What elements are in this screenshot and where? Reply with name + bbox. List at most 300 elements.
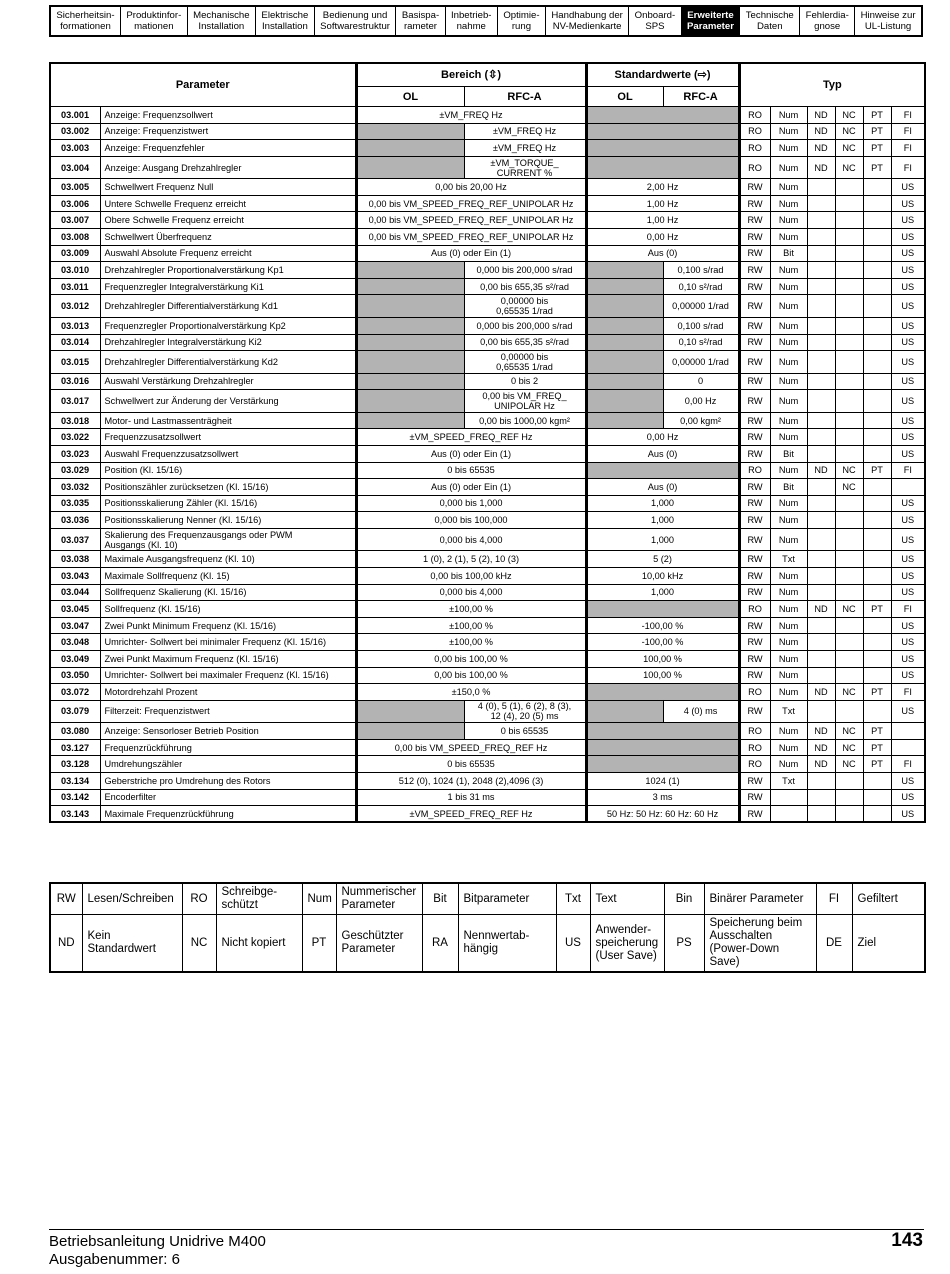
param-id: 03.049 — [50, 650, 100, 667]
param-id: 03.008 — [50, 229, 100, 246]
range-ol-na — [356, 140, 464, 157]
default-na — [586, 739, 739, 756]
table-row — [50, 412, 925, 429]
param-type-flag — [835, 512, 863, 529]
param-type-flag — [863, 195, 891, 212]
param-type-flag: RW — [739, 317, 770, 334]
param-type-flag: RW — [739, 773, 770, 790]
param-type-flag — [807, 334, 835, 351]
table-row — [50, 789, 925, 806]
table-row — [50, 462, 925, 479]
param-id: 03.010 — [50, 262, 100, 279]
parameter-table — [49, 62, 926, 823]
param-type-flag: PT — [863, 123, 891, 140]
param-type-flag: ND — [807, 156, 835, 179]
param-type-flag: US — [891, 567, 925, 584]
param-type-flag — [835, 317, 863, 334]
chapter-tab[interactable]: Fehlerdia- gnose — [800, 7, 855, 35]
param-type-flag — [835, 262, 863, 279]
param-type-flag — [863, 373, 891, 390]
param-range: 0,000 bis 100,000 — [356, 512, 586, 529]
param-type-flag: Num — [770, 634, 807, 651]
param-type-flag: RO — [739, 156, 770, 179]
param-type-flag — [835, 429, 863, 446]
param-type-flag: RW — [739, 667, 770, 684]
param-name: Anzeige: Frequenzfehler — [100, 140, 356, 157]
range-ol-na — [356, 723, 464, 740]
param-name: Frequenzregler Proportionalverstärkung Kp2 — [100, 317, 356, 334]
table-row — [50, 351, 925, 374]
param-type-flag — [835, 179, 863, 196]
table-row — [50, 212, 925, 229]
param-type-flag — [807, 773, 835, 790]
param-type-flag: RW — [739, 295, 770, 318]
param-type-flag — [863, 634, 891, 651]
range-ol-na — [356, 123, 464, 140]
param-id: 03.134 — [50, 773, 100, 790]
param-name: Anzeige: Ausgang Drehzahlregler — [100, 156, 356, 179]
table-row — [50, 278, 925, 295]
param-id: 03.032 — [50, 479, 100, 496]
param-range-rfc: 0,00000 bis 0,65535 1/rad — [464, 351, 586, 374]
param-type-flag — [835, 245, 863, 262]
param-type-flag: ND — [807, 739, 835, 756]
param-type-flag: PT — [863, 601, 891, 618]
param-type-flag — [863, 700, 891, 723]
param-type-flag — [807, 551, 835, 568]
param-id: 03.002 — [50, 123, 100, 140]
param-type-flag: US — [891, 445, 925, 462]
param-type-flag — [891, 739, 925, 756]
default-na — [586, 140, 739, 157]
param-type-flag: RO — [739, 739, 770, 756]
param-type-flag: Num — [770, 334, 807, 351]
param-id: 03.005 — [50, 179, 100, 196]
param-type-flag — [835, 528, 863, 551]
param-name: Drehzahlregler Proportionalverstärkung Kp1 — [100, 262, 356, 279]
param-type-flag — [807, 445, 835, 462]
param-name: Frequenzzusatzsollwert — [100, 429, 356, 446]
param-name: Umrichter- Sollwert bei maximaler Frequenz (Kl. 15/16) — [100, 667, 356, 684]
table-row — [50, 739, 925, 756]
param-default-rfc: 0,00000 1/rad — [663, 351, 739, 374]
legend-description: Kein Standardwert — [82, 915, 182, 973]
param-type-flag: FI — [891, 684, 925, 701]
param-type-flag: US — [891, 212, 925, 229]
legend-abbreviation: Bit — [422, 883, 458, 915]
param-type-flag: RW — [739, 650, 770, 667]
param-type-flag: PT — [863, 756, 891, 773]
param-type-flag — [863, 229, 891, 246]
param-id: 03.127 — [50, 739, 100, 756]
param-type-flag — [807, 295, 835, 318]
param-default-rfc: 0,10 s²/rad — [663, 334, 739, 351]
param-type-flag: RW — [739, 229, 770, 246]
param-type-flag: RW — [739, 351, 770, 374]
param-name: Schwellwert Überfrequenz — [100, 229, 356, 246]
param-type-flag: US — [891, 773, 925, 790]
param-type-flag — [863, 295, 891, 318]
param-type-flag: Num — [770, 262, 807, 279]
param-id: 03.029 — [50, 462, 100, 479]
chapter-tab[interactable]: Mechanische Installation — [188, 7, 256, 35]
param-default: Aus (0) — [586, 445, 739, 462]
chapter-tab[interactable]: Handhabung der NV-Medienkarte — [546, 7, 629, 35]
range-ol-na — [356, 700, 464, 723]
param-type-flag — [835, 584, 863, 601]
param-name: Frequenzrückführung — [100, 739, 356, 756]
param-type-flag: Num — [770, 601, 807, 618]
param-type-flag: Txt — [770, 773, 807, 790]
table-row — [50, 123, 925, 140]
chapter-tab[interactable]: Bedienung und Softwarestruktur — [315, 7, 397, 35]
param-id: 03.038 — [50, 551, 100, 568]
param-id: 03.080 — [50, 723, 100, 740]
param-type-flag: Txt — [770, 551, 807, 568]
param-type-flag: Num — [770, 278, 807, 295]
param-type-flag: ND — [807, 684, 835, 701]
param-range: 512 (0), 1024 (1), 2048 (2),4096 (3) — [356, 773, 586, 790]
chapter-tab[interactable]: Optimie- rung — [498, 7, 546, 35]
param-type-flag — [835, 334, 863, 351]
param-type-flag — [807, 351, 835, 374]
chapter-tab[interactable]: Hinweise zur UL-Listung — [860, 10, 916, 32]
param-name: Frequenzregler Integralverstärkung Ki1 — [100, 278, 356, 295]
param-type-flag: US — [891, 278, 925, 295]
param-type-flag: RW — [739, 806, 770, 823]
param-name: Auswahl Absolute Frequenz erreicht — [100, 245, 356, 262]
param-type-flag — [863, 412, 891, 429]
param-default-rfc: 0,10 s²/rad — [663, 278, 739, 295]
param-range-rfc: 0,00 bis 655,35 s²/rad — [464, 278, 586, 295]
param-id: 03.045 — [50, 601, 100, 618]
param-id: 03.011 — [50, 278, 100, 295]
param-type-flag: PT — [863, 462, 891, 479]
range-ol-na — [356, 390, 464, 413]
param-type-flag: ND — [807, 107, 835, 124]
default-ol-na — [586, 334, 663, 351]
param-type-flag: PT — [863, 140, 891, 157]
chapter-tab[interactable]: Technische Daten — [740, 7, 800, 35]
param-default: Aus (0) — [586, 479, 739, 496]
param-type-flag: Num — [770, 123, 807, 140]
param-type-flag — [807, 650, 835, 667]
param-range-rfc: 0,00000 bis 0,65535 1/rad — [464, 295, 586, 318]
range-ol-na — [356, 317, 464, 334]
param-type-flag: Num — [770, 462, 807, 479]
param-type-flag: US — [891, 650, 925, 667]
legend-description: Text — [590, 883, 664, 915]
param-id: 03.017 — [50, 390, 100, 413]
param-type-flag: NC — [835, 756, 863, 773]
legend-table — [49, 882, 926, 973]
param-type-flag — [835, 650, 863, 667]
param-range: 0,00 bis 100,00 % — [356, 650, 586, 667]
param-type-flag — [863, 512, 891, 529]
param-name: Positionsskalierung Zähler (Kl. 15/16) — [100, 495, 356, 512]
legend-abbreviation: Num — [302, 883, 336, 915]
param-type-flag: RW — [739, 445, 770, 462]
param-type-flag: ND — [807, 140, 835, 157]
param-type-flag: Num — [770, 140, 807, 157]
table-row — [50, 567, 925, 584]
param-range-rfc: ±VM_FREQ Hz — [464, 140, 586, 157]
param-type-flag: FI — [891, 123, 925, 140]
param-range: 1 bis 31 ms — [356, 789, 586, 806]
param-range: 0 bis 65535 — [356, 756, 586, 773]
param-type-flag — [863, 789, 891, 806]
param-id: 03.012 — [50, 295, 100, 318]
param-range: ±VM_SPEED_FREQ_REF Hz — [356, 429, 586, 446]
param-name: Position (Kl. 15/16) — [100, 462, 356, 479]
legend-description: Nummerischer Parameter — [336, 883, 422, 915]
param-type-flag: Num — [770, 650, 807, 667]
param-type-flag — [807, 806, 835, 823]
param-type-flag: Num — [770, 373, 807, 390]
param-default: 1,00 Hz — [586, 212, 739, 229]
param-type-flag: US — [891, 334, 925, 351]
param-default-rfc: 0,00000 1/rad — [663, 295, 739, 318]
param-range: 0,00 bis VM_SPEED_FREQ_REF Hz — [356, 739, 586, 756]
param-type-flag — [863, 334, 891, 351]
table-row — [50, 107, 925, 124]
param-type-flag — [835, 390, 863, 413]
table-row — [50, 295, 925, 318]
param-type-flag: RO — [739, 684, 770, 701]
param-type-flag: RO — [739, 462, 770, 479]
default-na — [586, 756, 739, 773]
param-type-flag — [835, 700, 863, 723]
chapter-tab[interactable]: Onboard- SPS — [629, 7, 681, 35]
param-type-flag — [807, 495, 835, 512]
param-name: Motordrehzahl Prozent — [100, 684, 356, 701]
param-type-flag — [807, 528, 835, 551]
default-na — [586, 107, 739, 124]
param-type-flag: RW — [739, 479, 770, 496]
param-range: ±100,00 % — [356, 617, 586, 634]
default-ol-na — [586, 351, 663, 374]
param-type-flag — [807, 412, 835, 429]
param-range: Aus (0) oder Ein (1) — [356, 479, 586, 496]
chapter-tab[interactable]: Sicherheitsin- formationen — [51, 7, 121, 35]
param-type-flag: ND — [807, 601, 835, 618]
param-type-flag — [863, 351, 891, 374]
param-default: 1,000 — [586, 584, 739, 601]
param-type-flag: Bit — [770, 245, 807, 262]
table-row — [50, 756, 925, 773]
param-type-flag — [835, 373, 863, 390]
table-row — [50, 229, 925, 246]
param-type-flag — [835, 667, 863, 684]
param-type-flag — [770, 789, 807, 806]
param-id: 03.035 — [50, 495, 100, 512]
default-na — [586, 601, 739, 618]
param-name: Drehzahlregler Integralverstärkung Ki2 — [100, 334, 356, 351]
default-ol-na — [586, 278, 663, 295]
param-type-flag: RW — [739, 528, 770, 551]
param-id: 03.044 — [50, 584, 100, 601]
param-type-flag — [835, 212, 863, 229]
param-type-flag — [863, 528, 891, 551]
param-type-flag — [807, 317, 835, 334]
param-id: 03.015 — [50, 351, 100, 374]
param-type-flag: FI — [891, 140, 925, 157]
param-name: Anzeige: Sensorloser Betrieb Position — [100, 723, 356, 740]
param-type-flag: RW — [739, 334, 770, 351]
param-name: Skalierung des Frequenzausgangs oder PWM Ausgangs (Kl. 10) — [100, 528, 356, 551]
legend-description: Lesen/Schreiben — [82, 883, 182, 915]
param-range: 0,00 bis 100,00 % — [356, 667, 586, 684]
table-row — [50, 317, 925, 334]
legend-row — [50, 915, 925, 973]
param-type-flag: FI — [891, 156, 925, 179]
default-ol-na — [586, 373, 663, 390]
chapter-navigation — [49, 5, 923, 37]
param-type-flag: US — [891, 700, 925, 723]
param-type-flag: Num — [770, 512, 807, 529]
param-type-flag — [835, 773, 863, 790]
legend-container — [49, 882, 924, 973]
table-row — [50, 667, 925, 684]
param-type-flag — [835, 617, 863, 634]
param-default-rfc: 0,00 kgm² — [663, 412, 739, 429]
param-type-flag: Bit — [770, 479, 807, 496]
header-default-ol: OL — [586, 87, 663, 107]
param-type-flag: US — [891, 667, 925, 684]
param-default: 50 Hz: 50 Hz: 60 Hz: 60 Hz — [586, 806, 739, 823]
chapter-tab[interactable]: Elektrische Installation — [256, 7, 315, 35]
param-id: 03.023 — [50, 445, 100, 462]
table-row — [50, 700, 925, 723]
param-type-flag: RW — [739, 567, 770, 584]
param-type-flag: RW — [739, 212, 770, 229]
param-type-flag: PT — [863, 723, 891, 740]
param-type-flag: FI — [891, 107, 925, 124]
legend-description: Nennwertab- hängig — [458, 915, 556, 973]
param-type-flag — [835, 229, 863, 246]
param-id: 03.072 — [50, 684, 100, 701]
param-type-flag — [863, 179, 891, 196]
legend-description: Anwender- speicherung (User Save) — [590, 915, 664, 973]
legend-description: Binärer Parameter — [704, 883, 816, 915]
header-type: Typ — [739, 63, 925, 107]
param-type-flag: US — [891, 617, 925, 634]
param-type-flag: Num — [770, 195, 807, 212]
param-type-flag — [807, 789, 835, 806]
param-type-flag: Num — [770, 390, 807, 413]
parameter-table-container — [49, 62, 924, 823]
default-na — [586, 684, 739, 701]
param-range: 1 (0), 2 (1), 5 (2), 10 (3) — [356, 551, 586, 568]
chapter-tab[interactable]: Inbetrieb- nahme — [446, 7, 498, 35]
param-name: Drehzahlregler Differentialverstärkung Kd2 — [100, 351, 356, 374]
param-type-flag: Num — [770, 495, 807, 512]
param-type-flag: NC — [835, 140, 863, 157]
param-type-flag: Num — [770, 528, 807, 551]
header-defaults: Standardwerte (⇨) — [586, 63, 739, 87]
param-type-flag — [863, 278, 891, 295]
header-range-ol: OL — [356, 87, 464, 107]
table-row — [50, 684, 925, 701]
param-default: Aus (0) — [586, 245, 739, 262]
param-range: 0,00 bis 20,00 Hz — [356, 179, 586, 196]
default-ol-na — [586, 317, 663, 334]
legend-description: Gefiltert — [852, 883, 925, 915]
legend-abbreviation: Txt — [556, 883, 590, 915]
param-type-flag: Num — [770, 107, 807, 124]
param-type-flag: US — [891, 295, 925, 318]
param-type-flag: Num — [770, 295, 807, 318]
table-row — [50, 723, 925, 740]
table-row — [50, 445, 925, 462]
default-na — [586, 462, 739, 479]
param-name: Encoderfilter — [100, 789, 356, 806]
table-row — [50, 650, 925, 667]
param-type-flag — [835, 495, 863, 512]
param-range: ±100,00 % — [356, 634, 586, 651]
header-parameter: Parameter — [50, 63, 356, 107]
param-range: 0,000 bis 4,000 — [356, 528, 586, 551]
param-type-flag — [807, 567, 835, 584]
param-range: 0,00 bis VM_SPEED_FREQ_REF_UNIPOLAR Hz — [356, 229, 586, 246]
chapter-tab[interactable]: Produktinfor- mationen — [121, 7, 188, 35]
legend-abbreviation: RW — [50, 883, 82, 915]
param-name: Obere Schwelle Frequenz erreicht — [100, 212, 356, 229]
param-type-flag: Num — [770, 351, 807, 374]
table-row — [50, 140, 925, 157]
param-id: 03.006 — [50, 195, 100, 212]
param-type-flag: US — [891, 429, 925, 446]
param-range: ±100,00 % — [356, 601, 586, 618]
param-type-flag: Num — [770, 429, 807, 446]
param-name: Schwellwert zur Änderung der Verstärkung — [100, 390, 356, 413]
param-type-flag: RW — [739, 551, 770, 568]
legend-description: Ziel — [852, 915, 925, 973]
param-name: Umrichter- Sollwert bei minimaler Frequenz (Kl. 15/16) — [100, 634, 356, 651]
param-default: 1,000 — [586, 495, 739, 512]
param-type-flag — [807, 195, 835, 212]
legend-row — [50, 883, 925, 915]
param-type-flag — [863, 390, 891, 413]
param-type-flag — [835, 445, 863, 462]
param-range: 0,000 bis 1,000 — [356, 495, 586, 512]
param-id: 03.047 — [50, 617, 100, 634]
param-type-flag — [863, 479, 891, 496]
param-type-flag: RW — [739, 495, 770, 512]
param-type-flag — [807, 512, 835, 529]
param-type-flag: US — [891, 317, 925, 334]
param-default-rfc: 0,100 s/rad — [663, 317, 739, 334]
param-type-flag — [807, 429, 835, 446]
param-type-flag — [863, 551, 891, 568]
chapter-tab[interactable]: Basispa- rameter — [396, 7, 445, 35]
table-row — [50, 617, 925, 634]
chapter-tab[interactable]: Erweiterte Parameter — [682, 7, 741, 35]
param-name: Positionsskalierung Nenner (Kl. 15/16) — [100, 512, 356, 529]
param-type-flag — [807, 245, 835, 262]
legend-description: Speicherung beim Ausschalten (Power-Down Save) — [704, 915, 816, 973]
param-type-flag — [863, 617, 891, 634]
param-type-flag — [807, 584, 835, 601]
param-type-flag — [835, 278, 863, 295]
param-type-flag — [807, 278, 835, 295]
param-type-flag: Num — [770, 617, 807, 634]
param-type-flag: RW — [739, 700, 770, 723]
param-type-flag: RW — [739, 584, 770, 601]
range-ol-na — [356, 295, 464, 318]
param-type-flag: RW — [739, 412, 770, 429]
param-range-rfc: 0,00 bis VM_FREQ_ UNIPOLAR Hz — [464, 390, 586, 413]
